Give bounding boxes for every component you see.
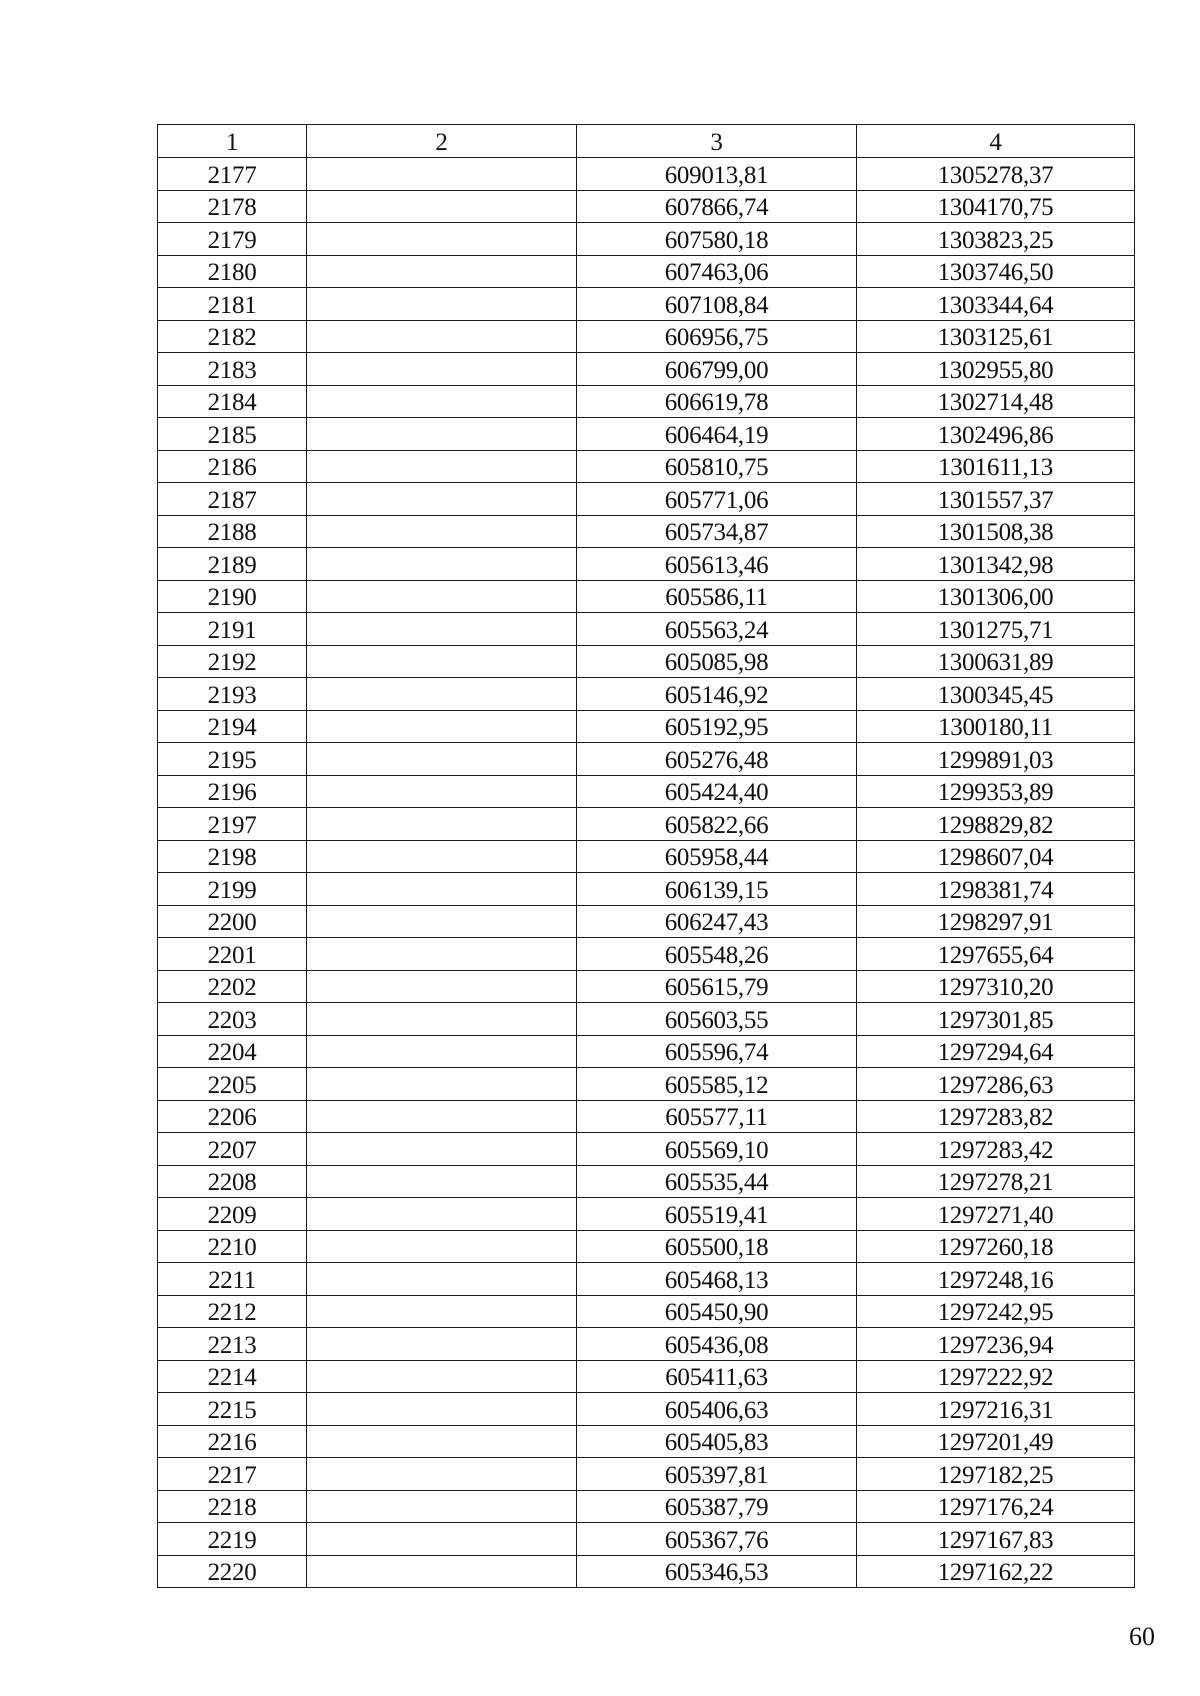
header-cell-3: 3: [577, 125, 857, 158]
y-coordinate-cell: 1302955,80: [857, 353, 1135, 386]
x-coordinate-cell: 606619,78: [577, 385, 857, 418]
table-row: [158, 1100, 1135, 1133]
table-row: [158, 970, 1135, 1003]
empty-cell: [307, 1100, 577, 1133]
empty-cell: [307, 1393, 577, 1426]
x-coordinate-cell: 605734,87: [577, 515, 857, 548]
table-row: [158, 515, 1135, 548]
y-coordinate-cell: 1298607,04: [857, 840, 1135, 873]
x-coordinate-cell: 605585,12: [577, 1068, 857, 1101]
y-coordinate-cell: 1297248,16: [857, 1263, 1135, 1296]
point-number-cell: 2178: [158, 190, 307, 223]
x-coordinate-cell: 605424,40: [577, 775, 857, 808]
empty-cell: [307, 1003, 577, 1036]
point-number-cell: 2217: [158, 1458, 307, 1491]
y-coordinate-cell: 1304170,75: [857, 190, 1135, 223]
empty-cell: [307, 905, 577, 938]
empty-cell: [307, 1230, 577, 1263]
x-coordinate-cell: 605346,53: [577, 1555, 857, 1588]
point-number-cell: 2182: [158, 320, 307, 353]
empty-cell: [307, 938, 577, 971]
table-row: [158, 450, 1135, 483]
y-coordinate-cell: 1297286,63: [857, 1068, 1135, 1101]
table-row: [158, 223, 1135, 256]
point-number-cell: 2212: [158, 1295, 307, 1328]
point-number-cell: 2198: [158, 840, 307, 873]
point-number-cell: 2192: [158, 645, 307, 678]
y-coordinate-cell: 1297278,21: [857, 1165, 1135, 1198]
table-row: [158, 1003, 1135, 1036]
empty-cell: [307, 1555, 577, 1588]
point-number-cell: 2219: [158, 1523, 307, 1556]
y-coordinate-cell: 1297216,31: [857, 1393, 1135, 1426]
table-row: [158, 775, 1135, 808]
table-row: [158, 1035, 1135, 1068]
point-number-cell: 2210: [158, 1230, 307, 1263]
table-row: [158, 1490, 1135, 1523]
point-number-cell: 2189: [158, 548, 307, 581]
x-coordinate-cell: 605586,11: [577, 580, 857, 613]
y-coordinate-cell: 1301508,38: [857, 515, 1135, 548]
y-coordinate-cell: 1297283,42: [857, 1133, 1135, 1166]
point-number-cell: 2187: [158, 483, 307, 516]
point-number-cell: 2180: [158, 255, 307, 288]
point-number-cell: 2213: [158, 1328, 307, 1361]
empty-cell: [307, 320, 577, 353]
empty-cell: [307, 483, 577, 516]
point-number-cell: 2208: [158, 1165, 307, 1198]
y-coordinate-cell: 1302496,86: [857, 418, 1135, 451]
empty-cell: [307, 418, 577, 451]
point-number-cell: 2204: [158, 1035, 307, 1068]
x-coordinate-cell: 605822,66: [577, 808, 857, 841]
table-row: [158, 613, 1135, 646]
empty-cell: [307, 1328, 577, 1361]
y-coordinate-cell: 1303823,25: [857, 223, 1135, 256]
y-coordinate-cell: 1297301,85: [857, 1003, 1135, 1036]
y-coordinate-cell: 1297242,95: [857, 1295, 1135, 1328]
x-coordinate-cell: 605500,18: [577, 1230, 857, 1263]
x-coordinate-cell: 605367,76: [577, 1523, 857, 1556]
empty-cell: [307, 190, 577, 223]
y-coordinate-cell: 1303746,50: [857, 255, 1135, 288]
point-number-cell: 2194: [158, 710, 307, 743]
x-coordinate-cell: 605405,83: [577, 1425, 857, 1458]
table-row: [158, 288, 1135, 321]
x-coordinate-cell: 605397,81: [577, 1458, 857, 1491]
y-coordinate-cell: 1301611,13: [857, 450, 1135, 483]
y-coordinate-cell: 1301342,98: [857, 548, 1135, 581]
y-coordinate-cell: 1301557,37: [857, 483, 1135, 516]
coordinates-table: [157, 124, 1135, 1588]
x-coordinate-cell: 605548,26: [577, 938, 857, 971]
y-coordinate-cell: 1297655,64: [857, 938, 1135, 971]
table-row: [158, 190, 1135, 223]
table-row: [158, 1328, 1135, 1361]
point-number-cell: 2220: [158, 1555, 307, 1588]
point-number-cell: 2190: [158, 580, 307, 613]
point-number-cell: 2184: [158, 385, 307, 418]
point-number-cell: 2185: [158, 418, 307, 451]
point-number-cell: 2196: [158, 775, 307, 808]
table-row: [158, 938, 1135, 971]
x-coordinate-cell: 607108,84: [577, 288, 857, 321]
y-coordinate-cell: 1305278,37: [857, 158, 1135, 191]
x-coordinate-cell: 605085,98: [577, 645, 857, 678]
x-coordinate-cell: 605535,44: [577, 1165, 857, 1198]
x-coordinate-cell: 605276,48: [577, 743, 857, 776]
table-row: [158, 320, 1135, 353]
empty-cell: [307, 1035, 577, 1068]
table-row: [158, 678, 1135, 711]
x-coordinate-cell: 605569,10: [577, 1133, 857, 1166]
point-number-cell: 2214: [158, 1360, 307, 1393]
y-coordinate-cell: 1298381,74: [857, 873, 1135, 906]
y-coordinate-cell: 1298297,91: [857, 905, 1135, 938]
x-coordinate-cell: 605146,92: [577, 678, 857, 711]
x-coordinate-cell: 605596,74: [577, 1035, 857, 1068]
table-row: [158, 808, 1135, 841]
empty-cell: [307, 743, 577, 776]
point-number-cell: 2202: [158, 970, 307, 1003]
empty-cell: [307, 1263, 577, 1296]
table-row: [158, 255, 1135, 288]
x-coordinate-cell: 605603,55: [577, 1003, 857, 1036]
y-coordinate-cell: 1297201,49: [857, 1425, 1135, 1458]
header-cell-1: 1: [158, 125, 307, 158]
point-number-cell: 2186: [158, 450, 307, 483]
x-coordinate-cell: 606799,00: [577, 353, 857, 386]
header-row: [158, 125, 1135, 158]
y-coordinate-cell: 1301306,00: [857, 580, 1135, 613]
empty-cell: [307, 1458, 577, 1491]
table-row: [158, 1393, 1135, 1426]
table-row: [158, 1555, 1135, 1588]
point-number-cell: 2207: [158, 1133, 307, 1166]
y-coordinate-cell: 1297271,40: [857, 1198, 1135, 1231]
y-coordinate-cell: 1297283,82: [857, 1100, 1135, 1133]
x-coordinate-cell: 606247,43: [577, 905, 857, 938]
x-coordinate-cell: 605615,79: [577, 970, 857, 1003]
table-row: [158, 710, 1135, 743]
point-number-cell: 2193: [158, 678, 307, 711]
table-body: [158, 158, 1135, 1588]
empty-cell: [307, 1360, 577, 1393]
x-coordinate-cell: 605810,75: [577, 450, 857, 483]
empty-cell: [307, 678, 577, 711]
y-coordinate-cell: 1299353,89: [857, 775, 1135, 808]
table-row: [158, 1068, 1135, 1101]
x-coordinate-cell: 605406,63: [577, 1393, 857, 1426]
empty-cell: [307, 1165, 577, 1198]
empty-cell: [307, 580, 577, 613]
table-row: [158, 418, 1135, 451]
point-number-cell: 2181: [158, 288, 307, 321]
point-number-cell: 2218: [158, 1490, 307, 1523]
point-number-cell: 2195: [158, 743, 307, 776]
empty-cell: [307, 515, 577, 548]
x-coordinate-cell: 605192,95: [577, 710, 857, 743]
empty-cell: [307, 353, 577, 386]
empty-cell: [307, 970, 577, 1003]
header-cell-2: 2: [307, 125, 577, 158]
header-cell-4: 4: [857, 125, 1135, 158]
x-coordinate-cell: 605387,79: [577, 1490, 857, 1523]
y-coordinate-cell: 1300631,89: [857, 645, 1135, 678]
table-header: [158, 125, 1135, 158]
y-coordinate-cell: 1302714,48: [857, 385, 1135, 418]
x-coordinate-cell: 605563,24: [577, 613, 857, 646]
point-number-cell: 2197: [158, 808, 307, 841]
y-coordinate-cell: 1297182,25: [857, 1458, 1135, 1491]
y-coordinate-cell: 1297162,22: [857, 1555, 1135, 1588]
point-number-cell: 2201: [158, 938, 307, 971]
y-coordinate-cell: 1297176,24: [857, 1490, 1135, 1523]
table-row: [158, 743, 1135, 776]
x-coordinate-cell: 605411,63: [577, 1360, 857, 1393]
point-number-cell: 2205: [158, 1068, 307, 1101]
table-row: [158, 483, 1135, 516]
y-coordinate-cell: 1298829,82: [857, 808, 1135, 841]
x-coordinate-cell: 605958,44: [577, 840, 857, 873]
point-number-cell: 2199: [158, 873, 307, 906]
table-row: [158, 873, 1135, 906]
empty-cell: [307, 710, 577, 743]
x-coordinate-cell: 605771,06: [577, 483, 857, 516]
point-number-cell: 2177: [158, 158, 307, 191]
empty-cell: [307, 158, 577, 191]
empty-cell: [307, 1198, 577, 1231]
empty-cell: [307, 223, 577, 256]
table-row: [158, 158, 1135, 191]
table-row: [158, 548, 1135, 581]
y-coordinate-cell: 1297310,20: [857, 970, 1135, 1003]
x-coordinate-cell: 605468,13: [577, 1263, 857, 1296]
point-number-cell: 2200: [158, 905, 307, 938]
point-number-cell: 2211: [158, 1263, 307, 1296]
table-row: [158, 1458, 1135, 1491]
y-coordinate-cell: 1303125,61: [857, 320, 1135, 353]
empty-cell: [307, 808, 577, 841]
empty-cell: [307, 840, 577, 873]
x-coordinate-cell: 605450,90: [577, 1295, 857, 1328]
table-row: [158, 1263, 1135, 1296]
y-coordinate-cell: 1297167,83: [857, 1523, 1135, 1556]
empty-cell: [307, 1295, 577, 1328]
x-coordinate-cell: 605519,41: [577, 1198, 857, 1231]
empty-cell: [307, 385, 577, 418]
x-coordinate-cell: 605577,11: [577, 1100, 857, 1133]
table-row: [158, 1425, 1135, 1458]
y-coordinate-cell: 1297236,94: [857, 1328, 1135, 1361]
point-number-cell: 2209: [158, 1198, 307, 1231]
y-coordinate-cell: 1303344,64: [857, 288, 1135, 321]
table-row: [158, 1133, 1135, 1166]
x-coordinate-cell: 605613,46: [577, 548, 857, 581]
point-number-cell: 2183: [158, 353, 307, 386]
y-coordinate-cell: 1299891,03: [857, 743, 1135, 776]
empty-cell: [307, 873, 577, 906]
point-number-cell: 2191: [158, 613, 307, 646]
empty-cell: [307, 1133, 577, 1166]
empty-cell: [307, 775, 577, 808]
table-row: [158, 1295, 1135, 1328]
y-coordinate-cell: 1297294,64: [857, 1035, 1135, 1068]
empty-cell: [307, 548, 577, 581]
y-coordinate-cell: 1297222,92: [857, 1360, 1135, 1393]
empty-cell: [307, 255, 577, 288]
table-row: [158, 840, 1135, 873]
table-row: [158, 1165, 1135, 1198]
table-row: [158, 385, 1135, 418]
empty-cell: [307, 1490, 577, 1523]
x-coordinate-cell: 607580,18: [577, 223, 857, 256]
empty-cell: [307, 613, 577, 646]
empty-cell: [307, 1068, 577, 1101]
table-row: [158, 645, 1135, 678]
point-number-cell: 2179: [158, 223, 307, 256]
x-coordinate-cell: 606956,75: [577, 320, 857, 353]
x-coordinate-cell: 605436,08: [577, 1328, 857, 1361]
table-row: [158, 580, 1135, 613]
x-coordinate-cell: 609013,81: [577, 158, 857, 191]
table-row: [158, 353, 1135, 386]
empty-cell: [307, 1425, 577, 1458]
page-number: 60: [1129, 1622, 1155, 1651]
y-coordinate-cell: 1300180,11: [857, 710, 1135, 743]
point-number-cell: 2203: [158, 1003, 307, 1036]
point-number-cell: 2206: [158, 1100, 307, 1133]
x-coordinate-cell: 607463,06: [577, 255, 857, 288]
table-row: [158, 1198, 1135, 1231]
table-row: [158, 1360, 1135, 1393]
table-row: [158, 905, 1135, 938]
empty-cell: [307, 645, 577, 678]
x-coordinate-cell: 606139,15: [577, 873, 857, 906]
empty-cell: [307, 1523, 577, 1556]
y-coordinate-cell: 1300345,45: [857, 678, 1135, 711]
point-number-cell: 2188: [158, 515, 307, 548]
point-number-cell: 2216: [158, 1425, 307, 1458]
empty-cell: [307, 450, 577, 483]
table-row: [158, 1230, 1135, 1263]
empty-cell: [307, 288, 577, 321]
x-coordinate-cell: 606464,19: [577, 418, 857, 451]
y-coordinate-cell: 1301275,71: [857, 613, 1135, 646]
x-coordinate-cell: 607866,74: [577, 190, 857, 223]
table-row: [158, 1523, 1135, 1556]
point-number-cell: 2215: [158, 1393, 307, 1426]
y-coordinate-cell: 1297260,18: [857, 1230, 1135, 1263]
